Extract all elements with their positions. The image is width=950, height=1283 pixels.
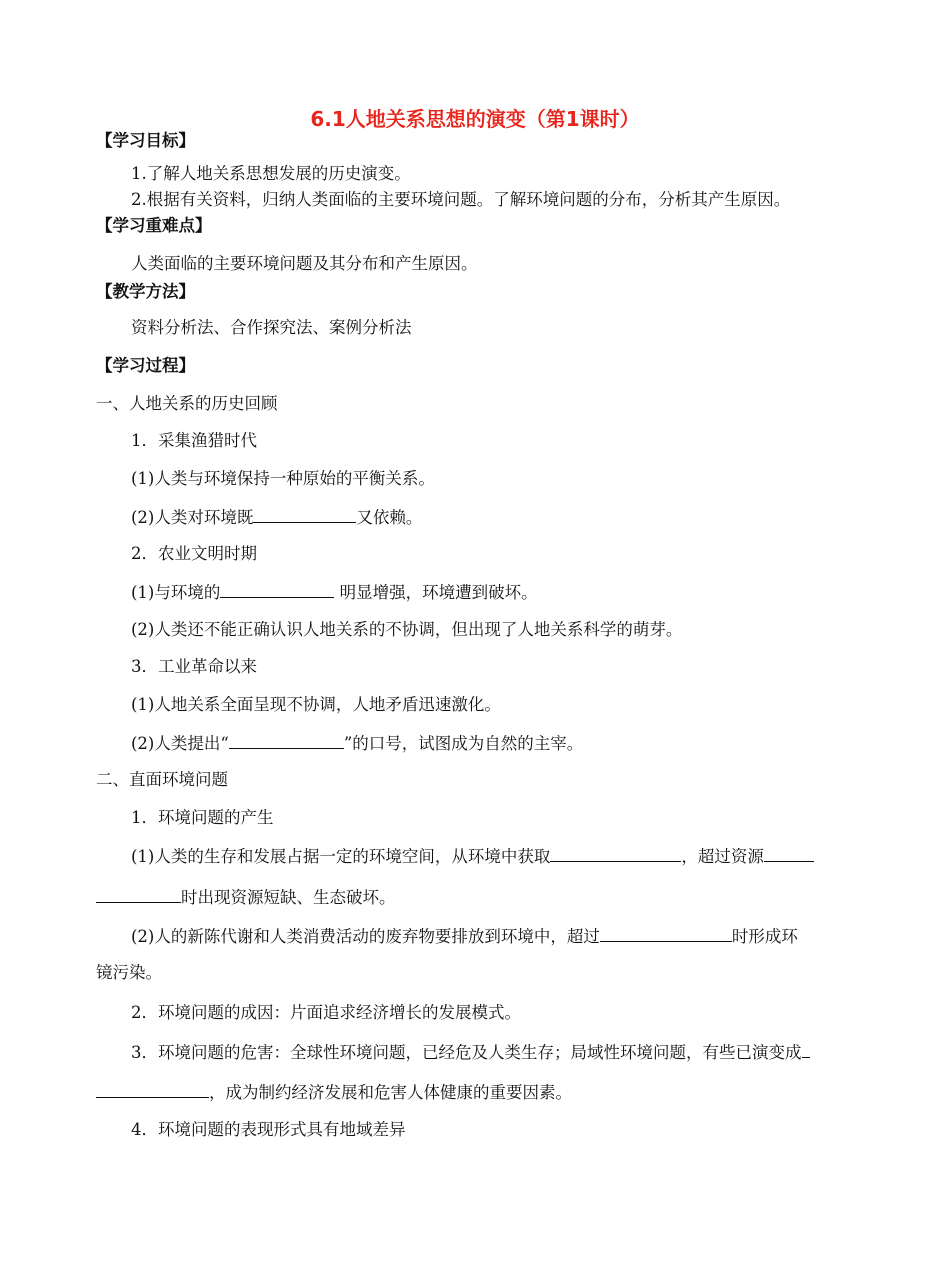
part2-s1: 1．环境问题的产生 [131, 808, 274, 827]
part1-s2-1-text-a: (1)与环境的 [131, 583, 221, 602]
part2-s1-1 [131, 846, 814, 867]
part1-s2-2: (2)人类还不能正确认识人地关系的不协调，但出现了人地关系科学的萌芽。 [131, 620, 683, 639]
part1-s1-1: (1)人类与环境保持一种原始的平衡关系。 [131, 469, 435, 488]
page-title: 6.1人地关系思想的演变（第1课时） [310, 107, 640, 131]
part1-s1-2-text-b: 又依赖。 [356, 508, 423, 527]
objective-2: 2.根据有关资料，归纳人类面临的主要环境问题。了解环境问题的分布，分析其产生原因。 [131, 190, 791, 209]
part1-s1-2-text-a: (2)人类对环境既 [131, 508, 254, 527]
fill-in-blank[interactable] [253, 507, 356, 523]
part1-s2-1 [131, 582, 538, 603]
methods-text: 资料分析法、合作探究法、案例分析法 [131, 318, 412, 337]
part1-s2: 2．农业文明时期 [131, 544, 257, 563]
part2-s1-1-cont [96, 887, 396, 908]
fill-in-blank[interactable] [600, 926, 732, 942]
part2-s1-1-text-a: (1)人类的生存和发展占据一定的环境空间，从环境中获取 [131, 847, 551, 866]
keypoints-text: 人类面临的主要环境问题及其分布和产生原因。 [131, 254, 478, 273]
fill-in-blank[interactable] [802, 1042, 810, 1058]
part2-s2: 2．环境问题的成因：片面追求经济增长的发展模式。 [131, 1003, 521, 1022]
part2-s3-text-b: ，成为制约经济发展和危害人体健康的重要因素。 [209, 1083, 572, 1102]
part1-s3-2-text-a: (2)人类提出“ [131, 734, 229, 753]
part2-s1-2-text-a: (2)人的新陈代谢和人类消费活动的废弃物要排放到环境中，超过 [131, 927, 600, 946]
part1-s3-1: (1)人地关系全面呈现不协调，人地矛盾迅速激化。 [131, 695, 501, 714]
objectives-header: 【学习目标】 [96, 131, 195, 150]
part1-s3-2-text-b: ”的口号，试图成为自然的主宰。 [343, 734, 584, 753]
part2-s1-1-text-b: ，超过资源 [681, 847, 764, 866]
fill-in-blank[interactable] [96, 887, 181, 903]
fill-in-blank[interactable] [550, 846, 681, 862]
part2-heading: 二、直面环境问题 [96, 770, 228, 789]
part2-s4: 4．环境问题的表现形式具有地域差异 [131, 1120, 406, 1139]
part1-s1: 1．采集渔猎时代 [131, 431, 257, 450]
part1-heading: 一、人地关系的历史回顾 [96, 394, 278, 413]
objective-1: 1.了解人地关系思想发展的历史演变。 [131, 164, 411, 183]
part2-s1-2-text-b: 时形成环 [731, 927, 798, 946]
part1-s3-2 [131, 733, 583, 754]
fill-in-blank[interactable] [229, 733, 344, 749]
part2-s3-cont [96, 1082, 572, 1103]
part1-s2-1-text-b: 明显增强，环境遭到破坏。 [339, 583, 538, 602]
fill-in-blank[interactable] [220, 582, 334, 598]
part1-s1-2 [131, 507, 422, 528]
part2-s1-1-text-c: 时出现资源短缺、生态破坏。 [181, 888, 396, 907]
part2-s3-text-a: 3．环境问题的危害：全球性环境问题，已经危及人类生存；局域性环境问题，有些已演变成 [131, 1043, 802, 1062]
keypoints-header: 【学习重难点】 [96, 216, 212, 235]
process-header: 【学习过程】 [96, 356, 195, 375]
part2-s3 [131, 1042, 810, 1063]
fill-in-blank[interactable] [764, 846, 814, 862]
part2-s1-2-cont: 镜污染。 [96, 963, 162, 982]
part1-s3: 3．工业革命以来 [131, 657, 257, 676]
methods-header: 【教学方法】 [96, 282, 195, 301]
fill-in-blank[interactable] [96, 1082, 209, 1098]
part2-s1-2 [131, 926, 798, 947]
